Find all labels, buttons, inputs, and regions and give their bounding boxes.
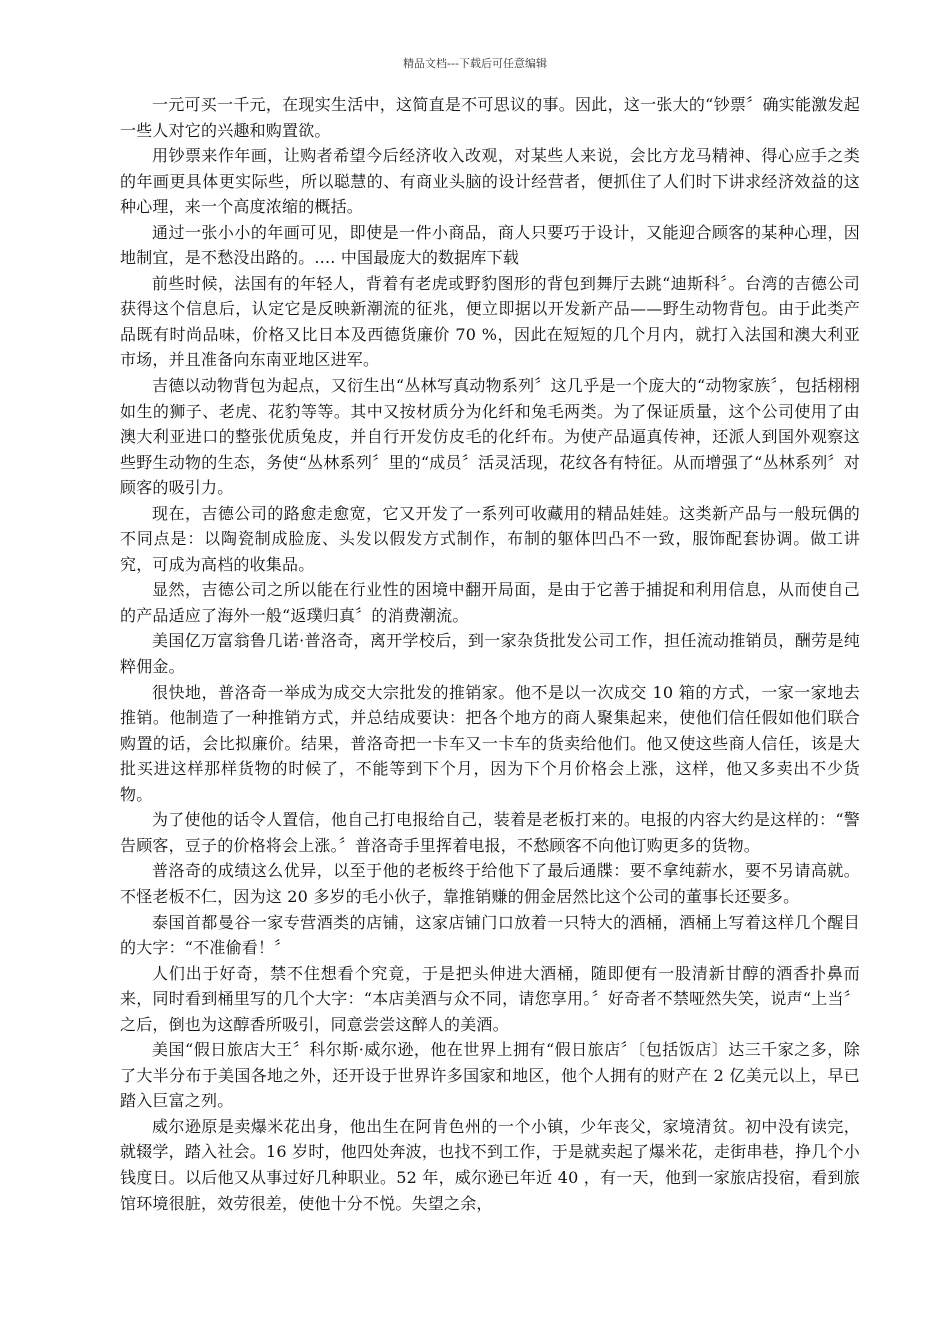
paragraph: 显然，吉德公司之所以能在行业性的困境中翻开局面，是由于它善于捕捉和利用信息，从而使自己的产品适应了海外一般“返璞归真〞的消费潮流。 [120,580,860,625]
paragraph: 通过一张小小的年画可见，即使是一件小商品，商人只要巧于设计，又能迎合顾客的某种心理，因地制宜，是不愁没出路的。.... 中国最庞大的数据库下载 [120,222,860,268]
document-body [120,92,860,1216]
paragraph: 泰国首都曼谷一家专营酒类的店铺，这家店铺门口放着一只特大的酒桶，酒桶上写着这样几个醒目的大字：“不准偷看！〞 [120,912,860,958]
paragraph: 为了使他的话令人置信，他自己打电报给自己，装着是老板打来的。电报的内容大约是这样的：“警告顾客，豆子的价格将会上涨。〞普洛奇手里挥着电报，不愁顾客不向他订购更多的货物。 [120,810,860,855]
paragraph: 人们出于好奇，禁不住想看个究竟，于是把头伸进大酒桶，随即便有一股清新甘醇的酒香扑鼻而来，同时看到桶里写的几个大字：“本店美酒与众不同，请您享用。〞好奇者不禁哑然失笑，说声“上当〞之后，倒也为这醇香所吸引，同意尝尝这醉人的美酒。 [120,963,860,1034]
paragraph: 美国“假日旅店大王〞科尔斯·威尔逊，他在世界上拥有“假日旅店〞〔包括饭店〕达三千家之多，除了大半分布于美国各地之外，还开设于世界许多国家和地区，他个人拥有的财产在 2 亿美元以上，早已踏入巨富之列。 [120,1040,860,1111]
page-header: 精品文档---下载后可任意编辑 [403,57,547,70]
paragraph: 很快地，普洛奇一举成为成交大宗批发的推销家。他不是以一次成交 10 箱的方式，一家一家地去推销。他制造了一种推销方式，并总结成要诀：把各个地方的商人聚集起来，使他们信任假如他们联合购置的话，会比拟廉价。结果，普洛奇把一卡车又一卡车的货卖给他们。他又使这些商人信任，该是大批买进这样那样货物的时候了，不能等到下个月，因为下个月价格会上涨，这样，他又多卖出不少货物。 [120,682,860,804]
paragraph: 普洛奇的成绩这么优异，以至于他的老板终于给他下了最后通牒：要不拿纯薪水，要不另请高就。不怪老板不仁，因为这 20 多岁的毛小伙子，靠推销赚的佣金居然比这个公司的董事长还要多。 [120,861,860,906]
paragraph: 美国亿万富翁鲁几诺·普洛奇，离开学校后，到一家杂货批发公司工作，担任流动推销员，酬劳是纯粹佣金。 [120,631,860,677]
paragraph: 威尔逊原是卖爆米花出身，他出生在阿肯色州的一个小镇，少年丧父，家境清贫。初中没有读完，就辍学，踏入社会。16 岁时，他四处奔波，也找不到工作，于是就卖起了爆米花，走街串巷，挣几个小钱度日。以后他又从事过好几种职业。52 年，威尔逊已年近 40 ，有一天，他到一家旅店投宿，看到旅馆环境很脏，效劳很差，使他十分不悦。失望之余， [120,1116,860,1213]
paragraph: 用钞票来作年画，让购者希望今后经济收入改观，对某些人来说，会比方龙马精神、得心应手之类的年画更具体更实际些，所以聪慧的、有商业头脑的设计经营者，便抓住了人们时下讲求经济效益的这种心理，来一个高度浓缩的概括。 [120,146,860,217]
paragraph: 吉德以动物背包为起点，又衍生出“丛林写真动物系列〞这几乎是一个庞大的“动物家族〞，包括栩栩如生的狮子、老虎、花豹等等。其中又按材质分为化纤和兔毛两类。为了保证质量，这个公司使用了由澳大利亚进口的整张优质兔皮，并自行开发仿皮毛的化纤布。为使产品逼真传神，还派人到国外观察这些野生动物的生态，务使“丛林系列〞里的“成员〞活灵活现，花纹各有特征。从而增强了“丛林系列〞对顾客的吸引力。 [120,376,860,498]
paragraph: 一元可买一千元，在现实生活中，这简直是不可思议的事。因此，这一张大的“钞票〞确实能激发起一些人对它的兴趣和购置欲。 [120,95,860,140]
paragraph: 前些时候，法国有的年轻人，背着有老虎或野豹图形的背包到舞厅去跳“迪斯科〞。台湾的吉德公司获得这个信息后，认定它是反映新潮流的征兆，便立即据以开发新产品——野生动物背包。由于此类产品既有时尚品味，价格又比日本及西德货廉价 70 %，因此在短短的几个月内，就打入法国和澳大利亚市场，并且准备向东南亚地区进军。 [120,273,860,370]
paragraph: 现在，吉德公司的路愈走愈宽，它又开发了一系列可收藏用的精品娃娃。这类新产品与一般玩偶的不同点是：以陶瓷制成脸庞、头发以假发方式制作，布制的躯体凹凸不一致，服饰配套协调。做工讲究，可成为高档的收集品。 [120,503,860,574]
